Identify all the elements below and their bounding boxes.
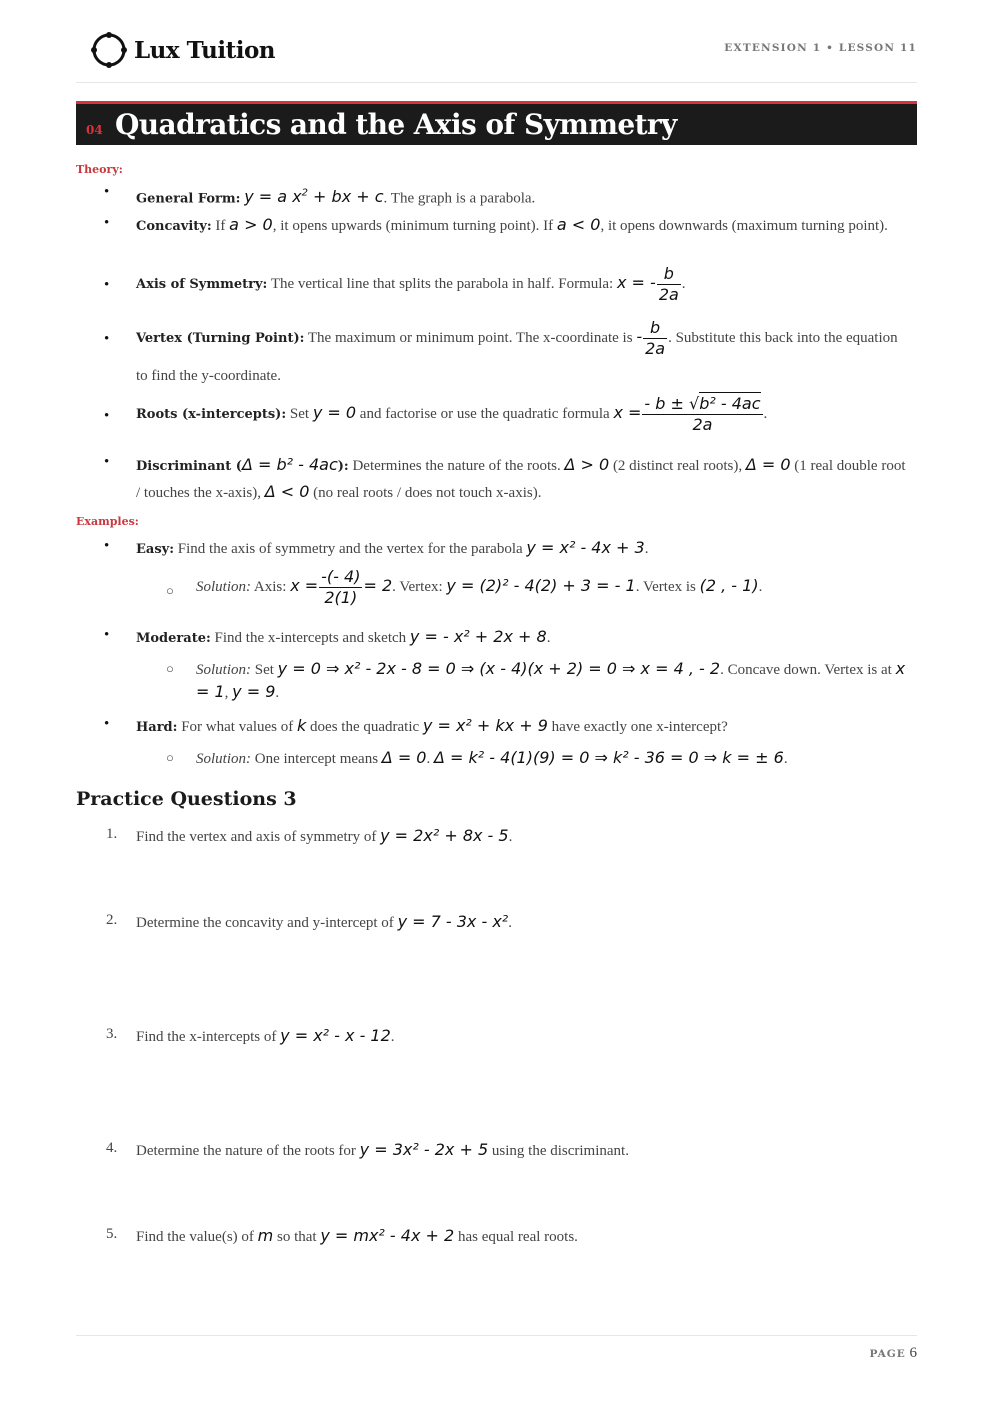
bullet: • (104, 277, 110, 293)
text: Find the value(s) of (136, 1229, 258, 1245)
math: Δ = 0 (745, 455, 791, 474)
math: a < 0 (556, 215, 601, 234)
text: . The graph is a parabola. (383, 190, 536, 207)
theory-label: Theory: (76, 163, 123, 176)
term: ): (337, 459, 349, 474)
math: x = (613, 402, 642, 422)
text: have exactly one x-intercept? (547, 719, 728, 735)
text: . (681, 275, 686, 292)
practice-question-1 (136, 825, 913, 848)
text: and factorise or use the quadratic formula (356, 405, 614, 422)
breadcrumb: EXTENSION 1 • LESSON 11 (724, 42, 917, 54)
math: y = a $x^2$ + bx + c (244, 187, 384, 207)
math: = 2 (363, 575, 393, 595)
theory-item-roots (136, 394, 913, 435)
text: For what values of (177, 719, 298, 735)
term: Hard: (136, 720, 178, 735)
math: y = 9 (232, 682, 276, 701)
text: Set (286, 405, 313, 422)
section-title: Quadratics and the Axis of Symmetry (115, 108, 677, 141)
theory-item-discriminant (136, 452, 913, 506)
example-easy-solution (196, 567, 913, 608)
question-number: 2. (106, 912, 118, 928)
text: One intercept means (251, 751, 382, 767)
numerator-prefix: - b ± √ (644, 394, 700, 413)
text: . (783, 751, 788, 767)
text: Find the axis of symmetry and the vertex for the parabola (174, 541, 527, 557)
text: . (644, 541, 649, 557)
numerator: b (643, 318, 667, 339)
math: y = - x² + 2x + 8 (409, 627, 547, 646)
examples-label: Examples: (76, 515, 139, 528)
math: k (297, 716, 307, 735)
denominator: 2a (658, 285, 679, 304)
math: x = 1 (196, 659, 906, 701)
math: y = x² + kx + 9 (422, 716, 548, 735)
text: has equal real roots. (454, 1229, 578, 1245)
page-header (76, 26, 917, 83)
text: Axis: (251, 578, 291, 595)
text: . (546, 630, 551, 646)
circle-ring-logo-icon (90, 28, 128, 72)
example-moderate (136, 626, 913, 650)
text: Determine the concavity and y-intercept of (136, 915, 398, 931)
bullet: • (104, 215, 110, 231)
brand-name: Lux Tuition (134, 36, 276, 64)
math: Δ > 0 (564, 455, 610, 474)
section-number: 04 (86, 123, 103, 137)
practice-heading: Practice Questions 3 (76, 788, 297, 810)
text: (no real roots / does not touch x-axis). (309, 485, 542, 501)
text: , (224, 685, 233, 701)
bullet: • (104, 184, 110, 200)
text: Find the x-intercepts and sketch (210, 630, 410, 646)
example-moderate-solution (196, 658, 913, 704)
math: Δ = k² - 4(1)(9) = 0 ⇒ k² - 36 = 0 ⇒ k = ± 6 (433, 748, 784, 767)
term: Discriminant ( (136, 459, 242, 474)
fraction (643, 318, 667, 359)
denominator: 2a (645, 339, 666, 358)
question-number: 1. (106, 826, 118, 842)
example-hard-solution (196, 747, 913, 770)
example-hard (136, 715, 913, 739)
text: (1 real double root / touches the x-axis), (136, 458, 906, 501)
denominator: 2a (692, 415, 713, 434)
theory-item-general-form (136, 183, 913, 210)
text: . (275, 685, 280, 701)
math: y = 0 ⇒ x² - 2x - 8 = 0 ⇒ (x - 4)(x + 2) = 0 ⇒ x = 4 , - 2 (277, 659, 721, 678)
numerator (642, 394, 762, 415)
text: . (508, 829, 513, 845)
text: Set (251, 662, 278, 678)
math: y = 3x² - 2x + 5 (359, 1140, 489, 1159)
text: . Substitute this back into the equation to find the y-coordinate. (136, 329, 898, 384)
text: . Vertex: (392, 578, 447, 595)
text: The vertical line that splits the parabola in half. Formula: (267, 275, 617, 292)
question-number: 4. (106, 1140, 118, 1156)
math: Δ = 0 (381, 748, 427, 767)
theory-item-axis-of-symmetry (136, 264, 913, 305)
math: y = mx² - 4x + 2 (320, 1226, 455, 1245)
page-number: 6 (909, 1345, 917, 1361)
math: a > 0 (229, 215, 273, 234)
term: Roots (x-intercepts): (136, 406, 287, 422)
text: , it opens upwards (minimum turning point). If (272, 218, 557, 234)
text: Find the vertex and axis of symmetry of (136, 829, 381, 845)
text: If (211, 218, 230, 234)
solution-label: Solution: (196, 578, 251, 595)
math: - (636, 326, 643, 346)
text: Determine the nature of the roots for (136, 1143, 360, 1159)
text: , it opens downwards (maximum turning point). (600, 218, 888, 234)
term: Easy: (136, 542, 175, 557)
text: . (508, 915, 512, 931)
math: y = 0 (312, 402, 357, 422)
math: Δ = b² - 4ac (241, 455, 338, 474)
bullet: • (104, 454, 110, 470)
math: y = x² - x - 12 (280, 1026, 391, 1045)
text: . (390, 1029, 395, 1045)
example-easy (136, 537, 913, 561)
text: . Vertex is (635, 578, 700, 595)
fraction (319, 567, 362, 608)
fraction (657, 264, 681, 305)
math: (2 , - 1) (699, 575, 759, 595)
footer-divider (76, 1335, 917, 1336)
term: Vertex (Turning Point): (136, 330, 305, 346)
practice-question-2 (136, 911, 913, 934)
text: using the discriminant. (488, 1143, 629, 1159)
practice-question-3 (136, 1025, 913, 1048)
page-footer (870, 1345, 918, 1362)
page-label: PAGE (869, 1348, 906, 1360)
text: The maximum or minimum point. The x-coordinate is (304, 329, 637, 346)
text: . (426, 751, 434, 767)
math: Δ < 0 (264, 482, 310, 501)
text: . (763, 405, 768, 422)
text: Find the x-intercepts of (136, 1029, 281, 1045)
bullet: • (104, 716, 110, 732)
radicand: b² - 4ac (699, 394, 761, 413)
text: . Concave down. Vertex is at (720, 662, 896, 678)
sub-bullet: ○ (166, 661, 174, 676)
bullet: • (104, 627, 110, 643)
term: Moderate: (136, 631, 211, 646)
text: so that (273, 1229, 321, 1245)
solution-label: Solution: (196, 662, 251, 678)
bullet: • (104, 331, 110, 347)
math: x = - (616, 272, 656, 292)
math: x = (290, 575, 319, 595)
math: y = 2x² + 8x - 5 (380, 826, 509, 845)
text: . (758, 578, 763, 595)
bullet: • (104, 538, 110, 554)
question-number: 5. (106, 1226, 118, 1242)
bullet: • (104, 408, 110, 424)
text: (2 distinct real roots), (609, 458, 746, 474)
theory-item-concavity (136, 214, 913, 238)
theory-item-vertex (136, 318, 913, 393)
denominator: 2(1) (324, 588, 358, 607)
question-number: 3. (106, 1026, 118, 1042)
term: Axis of Symmetry: (136, 276, 268, 292)
section-title-bar (76, 101, 917, 145)
math: y = 7 - 3x - x² (397, 912, 509, 931)
sub-bullet: ○ (166, 750, 174, 765)
solution-label: Solution: (196, 751, 251, 767)
numerator: b (657, 264, 681, 285)
practice-question-4 (136, 1139, 913, 1162)
term: Concavity: (136, 219, 212, 234)
brand-logo (90, 28, 275, 72)
practice-question-5 (136, 1225, 913, 1248)
term: General Form: (136, 191, 241, 207)
text: Determines the nature of the roots. (348, 458, 565, 474)
numerator: -(- 4) (321, 567, 361, 586)
sub-bullet: ○ (166, 583, 174, 598)
text: does the quadratic (306, 719, 423, 735)
math: y = x² - 4x + 3 (526, 538, 645, 557)
math: m (257, 1226, 274, 1245)
math: y = (2)² - 4(2) + 3 = - 1 (446, 575, 636, 595)
fraction (642, 394, 762, 435)
